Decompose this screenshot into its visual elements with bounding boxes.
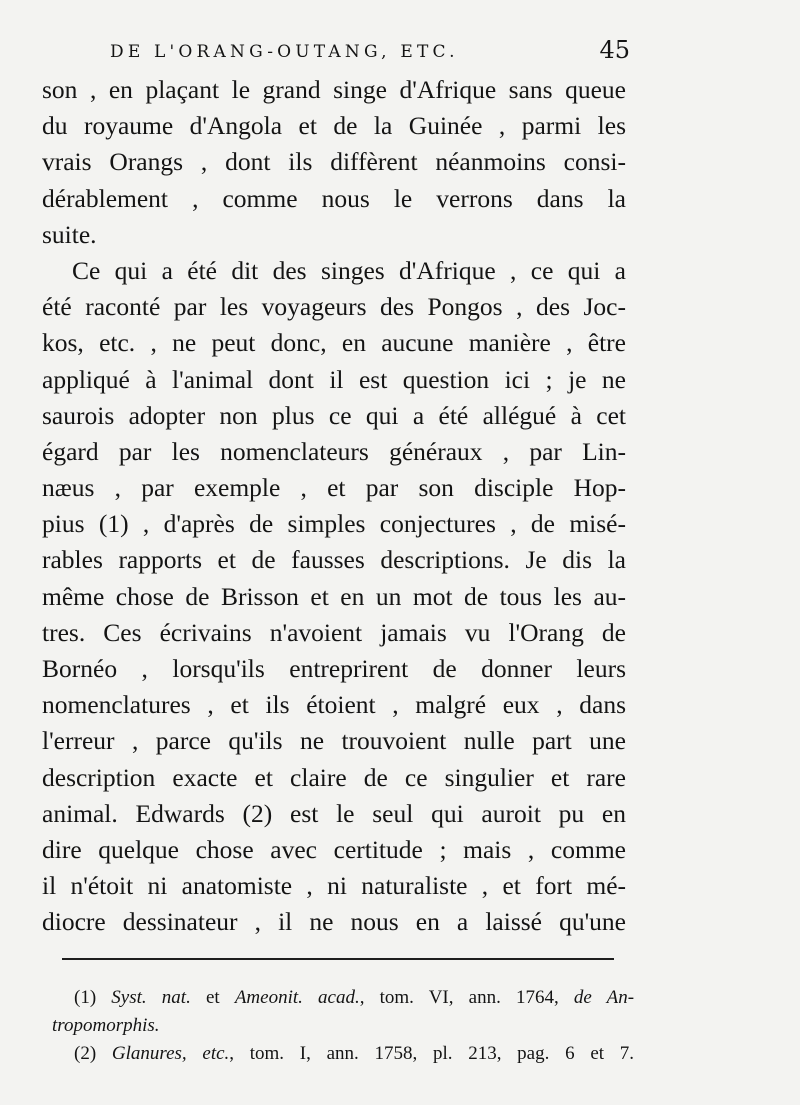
text-line: dérablement , comme nous le verrons dans la <box>42 183 626 213</box>
footnote-2 <box>74 1040 634 1068</box>
footnote-work-title: Syst. nat. <box>111 987 191 1008</box>
footnote-marker: (2) <box>74 1043 97 1064</box>
footnotes <box>52 984 635 1068</box>
text-line: été raconté par les voyageurs des Pongos , des Joc- <box>42 292 626 322</box>
footnote-work-title: Ameonit. acad. <box>234 987 360 1008</box>
text-line: diocre dessinateur , il ne nous en a laissé qu'une <box>42 907 626 937</box>
footnote-text: , tom. VI, ann. 1764, <box>359 987 559 1008</box>
text-line: suite. <box>42 219 97 249</box>
text-line: il n'étoit ni anatomiste , ni naturaliste , et fort mé- <box>42 871 626 901</box>
footnote-text: , tom. I, ann. 1758, pl. 213, pag. 6 et 7. <box>229 1043 634 1064</box>
footnote-marker: (1) <box>74 987 97 1008</box>
text-line: dire quelque chose avec certitude ; mais , comme <box>42 834 626 864</box>
text-line: pius (1) , d'après de simples conjectures , de misé- <box>42 509 626 539</box>
text-line: nomenclatures , et ils étoient , malgré eux , dans <box>42 690 626 720</box>
page-header <box>110 36 630 66</box>
text-line: appliqué à l'animal dont il est question ici ; je ne <box>42 364 626 394</box>
text-line: saurois adopter non plus ce qui a été allégué à cet <box>42 400 626 430</box>
footnote-work-title: de An- <box>573 987 635 1008</box>
page-number: 45 <box>599 36 630 64</box>
text-line: tres. Ces écrivains n'avoient jamais vu l'Orang de <box>42 617 626 647</box>
footnote-1 <box>74 984 634 1012</box>
text-line: égard par les nomenclateurs généraux , par Lin- <box>42 436 626 466</box>
footnote-work-title: tropomorphis. <box>52 1015 160 1036</box>
footnote-1-continuation <box>52 1012 634 1040</box>
text-line: du royaume d'Angola et de la Guinée , parmi les <box>42 111 626 141</box>
text-line: vrais Orangs , dont ils diffèrent néanmoins consi- <box>42 147 626 177</box>
text-line: animal. Edwards (2) est le seul qui auroit pu en <box>42 798 626 828</box>
text-line: même chose de Brisson et en un mot de tous les au- <box>42 581 626 611</box>
running-head: DE L'ORANG-OUTANG, ETC. <box>110 42 459 62</box>
body-text <box>42 72 626 941</box>
footnote-work-title: Glanures, etc. <box>111 1043 230 1064</box>
text-line: kos, etc. , ne peut donc, en aucune manière , être <box>42 328 626 358</box>
paragraph-first-line: Ce qui a été dit des singes d'Afrique , ce qui a <box>72 255 626 285</box>
footnote-text: et <box>205 987 220 1008</box>
footnote-rule <box>62 958 614 960</box>
text-line: description exacte et claire de ce singulier et rare <box>42 762 626 792</box>
text-line: rables rapports et de fausses descriptions. Je dis la <box>42 545 626 575</box>
text-line: næus , par exemple , et par son disciple Hop- <box>42 473 626 503</box>
text-line: Bornéo , lorsqu'ils entreprirent de donner leurs <box>42 654 626 683</box>
text-line: l'erreur , parce qu'ils ne trouvoient nulle part une <box>42 726 626 756</box>
text-line: son , en plaçant le grand singe d'Afrique sans queue <box>42 75 626 104</box>
